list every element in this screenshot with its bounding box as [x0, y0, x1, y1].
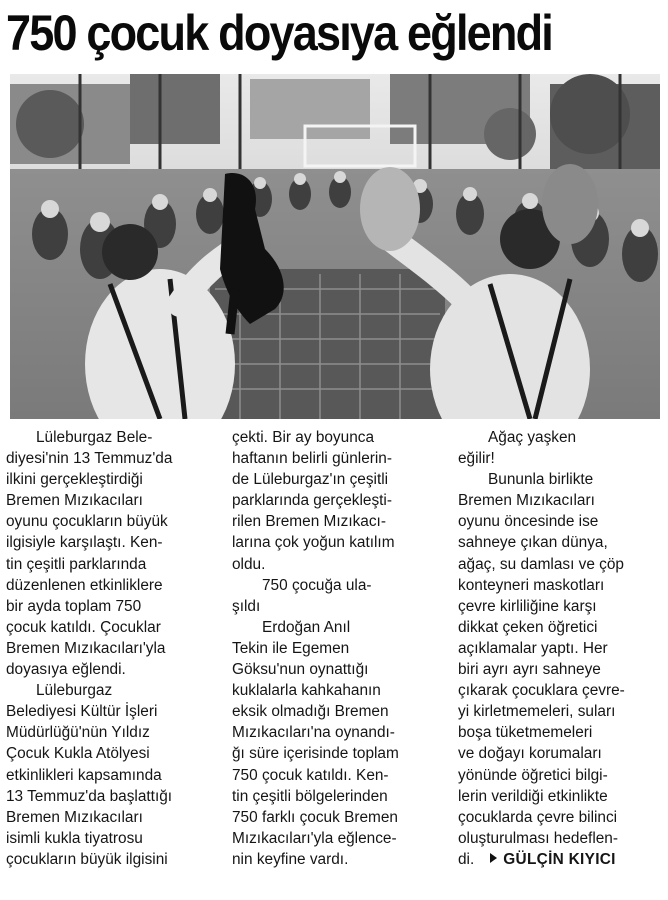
text-line: düzenlenen etkinliklere: [6, 576, 163, 594]
triangle-arrow-icon: [490, 853, 497, 863]
text-line: 750 çocuk katıldı. Ken-: [232, 766, 389, 784]
text-line: haftanın belirli günlerin-: [232, 450, 392, 468]
text-line: ağaç, su damlası ve çöp: [458, 555, 624, 573]
text-line: Bremen Mızıkacıları: [6, 808, 143, 826]
text-line: nin keyfine vardı.: [232, 850, 349, 868]
text-line: parklarında gerçekleşti-: [232, 492, 392, 510]
text-line: biri ayrı ayrı sahneye: [458, 661, 601, 679]
text-line: lerin verildiği etkinlikte: [458, 787, 608, 805]
text-line: Lüleburgaz: [36, 682, 113, 700]
text-line: Müdürlüğü'nün Yıldız: [6, 724, 150, 742]
text-line: isimli kukla tiyatrosu: [6, 829, 143, 847]
text-line: rilen Bremen Mızıkacı-: [232, 513, 386, 531]
text-line: çekti. Bir ay boyunca: [232, 429, 375, 446]
text-line: doyasıya eğlendi.: [6, 661, 126, 679]
text-line: kuklalarla kahkahanın: [232, 682, 381, 700]
text-line: Bremen Mızıkacıları: [458, 492, 595, 510]
text-line: sahneye çıkan dünya,: [458, 534, 608, 552]
text-line: Göksu'nun oynattığı: [232, 661, 369, 679]
text-line: tin çeşitli bölgelerinden: [232, 787, 388, 805]
text-line: ğı süre içerisinde toplam: [232, 745, 399, 763]
text-line: yi kirletmemeleri, suları: [458, 703, 616, 721]
text-line: etkinlikleri kapsamında: [6, 766, 162, 784]
text-line: oyunu çocukların büyük: [6, 513, 168, 531]
text-line: dikkat çeken öğretici: [458, 618, 598, 636]
text-line: yönünde öğretici bilgi-: [458, 766, 608, 784]
text-line: Ağaç yaşken: [488, 429, 577, 446]
text-line: şıldı: [232, 597, 261, 615]
text-line: di.: [458, 850, 475, 868]
text-line: eğilir!: [458, 450, 495, 468]
text-line: Mızıkacıları'yla eğlence-: [232, 829, 397, 847]
text-line: 750 çocuğa ula-: [262, 576, 372, 594]
text-line: oyunu öncesinde ise: [458, 513, 599, 531]
text-line: Bununla birlikte: [488, 471, 594, 489]
text-line: ilgisiyle karşılaştı. Ken-: [6, 534, 163, 552]
text-line: çocuklarda çevre bilinci: [458, 808, 618, 826]
text-line: de Lüleburgaz'ın çeşitli: [232, 471, 389, 489]
text-line: Çocuk Kukla Atölyesi: [6, 745, 150, 763]
article-column-1: [6, 427, 218, 897]
text-line: çocukların büyük ilgisini: [6, 850, 168, 868]
text-line: boşa tüketmemeleri: [458, 724, 593, 742]
text-line: Erdoğan Anıl: [262, 618, 351, 636]
text-line: larına çok yoğun katılım: [232, 534, 395, 552]
text-line: 750 farklı çocuk Bremen: [232, 808, 398, 826]
text-line: çocuk katıldı. Çocuklar: [6, 618, 161, 636]
text-line: 13 Temmuz'da başlattığı: [6, 787, 173, 805]
article-column-3: [458, 427, 664, 897]
article-column-2: [232, 427, 444, 897]
text-line: Bremen Mızıkacıları: [6, 492, 143, 510]
text-line: ilkini gerçekleştirdiği: [6, 471, 143, 489]
text-line: çıkarak çocuklara çevre-: [458, 682, 625, 700]
text-line: konteyneri maskotları: [458, 576, 605, 594]
text-line: Tekin ile Egemen: [232, 639, 350, 657]
text-line: Bremen Mızıkacıları'yla: [6, 639, 166, 657]
text-line: oldu.: [232, 555, 266, 573]
text-line: açıklamalar yaptı. Her: [458, 639, 608, 657]
text-line: Belediyesi Kültür İşleri: [6, 703, 158, 721]
text-line: Lüleburgaz Bele-: [36, 429, 153, 446]
byline: [474, 851, 616, 868]
text-line: Mızıkacıları'na oynandı-: [232, 724, 395, 742]
text-line: diyesi'nin 13 Temmuz'da: [6, 450, 173, 468]
text-line: çevre kirliliğine karşı: [458, 597, 597, 615]
text-line: ve doğayı korumaları: [458, 745, 602, 763]
text-line: tin çeşitli parklarında: [6, 555, 147, 573]
text-line: eksik olmadığı Bremen: [232, 703, 389, 721]
text-line: oluşturulması hedeflen-: [458, 829, 618, 847]
article-photo: [10, 74, 660, 419]
byline-author: GÜLÇİN KIYICI: [503, 850, 616, 868]
text-line: bir ayda toplam 750: [6, 597, 142, 615]
headline: 750 çocuk doyasıya eğlendi: [6, 5, 552, 61]
